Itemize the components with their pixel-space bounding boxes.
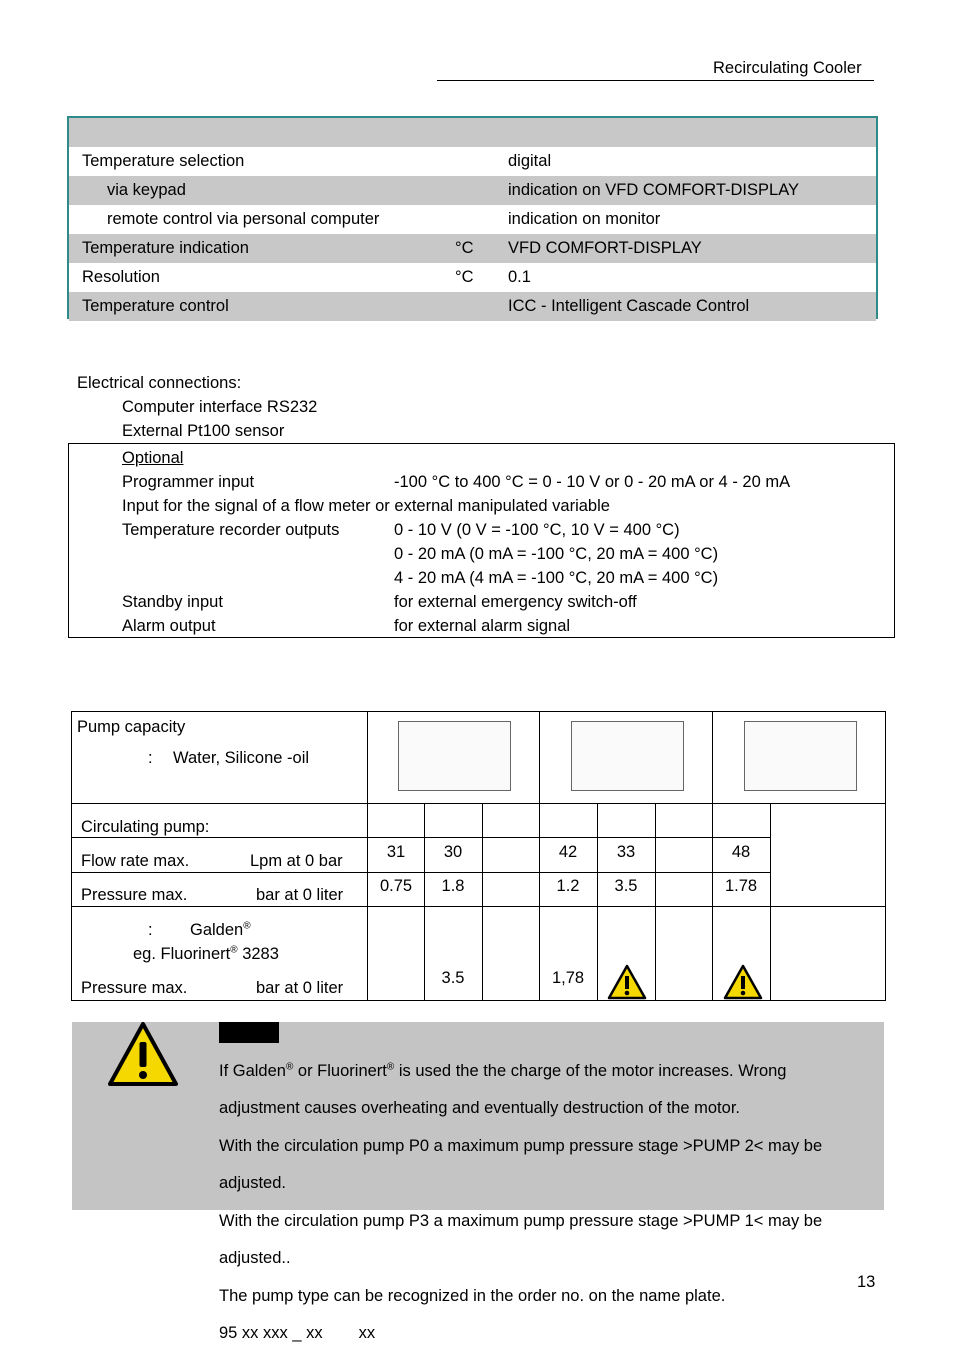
row-value: digital xyxy=(508,152,552,170)
note-text: If Galden® or Fluorinert® is used the the charge of the motor increases. Wrong adjustment causes overheating and eventually destruction of the motor. With the circulation pump P0 a maximum pump pressure stage >PUMP 2< may be adjusted. With the circulation pump P3 a maximum pump pressure stage >PUMP 1< may be adjusted.. The pump type can be recognized in the order no. on the name plate. 95 xx xxx _ xx xx xyxy=(219,1061,823,1342)
programmer-label: Programmer input xyxy=(122,473,255,491)
pressure-value: 3.5 xyxy=(614,877,638,895)
pressure-value: 1.8 xyxy=(441,877,465,895)
row-value: 0.1 xyxy=(508,268,531,286)
electrical-item: External Pt100 sensor xyxy=(122,422,285,440)
pump-image xyxy=(398,721,511,791)
table-rule xyxy=(770,803,771,1001)
galden-value: 1,78 xyxy=(551,969,585,987)
recorder-label: Temperature recorder outputs xyxy=(122,521,340,539)
alarm-label: Alarm output xyxy=(122,617,216,635)
table-row xyxy=(69,205,876,234)
electrical-item: Computer interface RS232 xyxy=(122,398,318,416)
table-rule xyxy=(71,803,886,804)
table-row xyxy=(69,147,876,176)
table-rule xyxy=(482,803,483,1001)
row-unit: °C xyxy=(455,239,474,257)
pressure-value: 0.75 xyxy=(379,877,413,895)
table-rule xyxy=(597,803,598,1001)
row-label: via keypad xyxy=(107,181,186,199)
flow-value: 31 xyxy=(386,843,406,861)
header-title: Recirculating Cooler xyxy=(713,59,862,77)
pressure-unit: bar at 0 liter xyxy=(256,886,344,904)
recorder-value: 4 - 20 mA (4 mA = -100 °C, 20 mA = 400 °C) xyxy=(394,569,719,587)
table-border xyxy=(71,711,72,1001)
electrical-title: Electrical connections: xyxy=(77,374,242,392)
header-rule xyxy=(437,80,874,81)
warning-icon xyxy=(607,964,647,1000)
warning-icon xyxy=(723,964,763,1000)
flow-value: 42 xyxy=(558,843,578,861)
row-label: Temperature control xyxy=(82,297,229,315)
table-row xyxy=(69,292,876,321)
row-label: Temperature selection xyxy=(82,152,245,170)
fluorinert-label: eg. Fluorinert® 3283 xyxy=(133,944,279,963)
medium-water: Water, Silicone -oil xyxy=(173,749,310,767)
flow-unit: Lpm at 0 bar xyxy=(250,852,343,870)
pressure-label: Pressure max. xyxy=(81,886,188,904)
row-value: indication on monitor xyxy=(508,210,661,228)
table-rule xyxy=(655,803,656,1001)
row-label: Temperature indication xyxy=(82,239,249,257)
warning-icon xyxy=(106,1020,180,1088)
row-value: indication on VFD COMFORT-DISPLAY xyxy=(508,181,799,199)
alarm-value: for external alarm signal xyxy=(394,617,571,635)
row-value: VFD COMFORT-DISPLAY xyxy=(508,239,702,257)
optional-title: Optional xyxy=(122,449,184,467)
galden-colon: : xyxy=(148,921,153,939)
pump-capacity-label: Pump capacity xyxy=(77,718,186,736)
standby-label: Standby input xyxy=(122,593,223,611)
table-border xyxy=(71,1000,886,1001)
pump-table xyxy=(71,711,886,1001)
page-number: 13 xyxy=(857,1273,876,1291)
flow-value: 30 xyxy=(443,843,463,861)
recorder-value: 0 - 10 V (0 V = -100 °C, 10 V = 400 °C) xyxy=(394,521,680,539)
galden-label: Galden® xyxy=(190,920,251,939)
pressure2-label: Pressure max. xyxy=(81,979,188,997)
medium-colon: : xyxy=(148,749,153,767)
table-header-band xyxy=(69,118,876,147)
flow-value: 33 xyxy=(616,843,636,861)
pump-image xyxy=(571,721,684,791)
table-row xyxy=(69,234,876,263)
table-rule xyxy=(71,872,770,873)
row-unit: °C xyxy=(455,268,474,286)
row-label: remote control via personal computer xyxy=(107,210,380,228)
row-label: Resolution xyxy=(82,268,160,286)
table-row xyxy=(69,176,876,205)
flow-value: 48 xyxy=(731,843,751,861)
pressure-value: 1.2 xyxy=(556,877,580,895)
galden-value: 3.5 xyxy=(441,969,465,987)
table-border xyxy=(71,711,886,712)
standby-value: for external emergency switch-off xyxy=(394,593,637,611)
circulating-label: Circulating pump: xyxy=(81,818,210,836)
pressure2-unit: bar at 0 liter xyxy=(256,979,344,997)
pump-image xyxy=(744,721,857,791)
table-border xyxy=(885,711,886,1001)
pressure-value: 1.78 xyxy=(724,877,758,895)
temperature-table xyxy=(67,116,878,319)
flow-input-text: Input for the signal of a flow meter or external manipulated variable xyxy=(122,497,610,515)
note-title-bar xyxy=(219,1022,279,1043)
programmer-value: -100 °C to 400 °C = 0 - 10 V or 0 - 20 mA or 4 - 20 mA xyxy=(394,473,791,491)
row-value: ICC - Intelligent Cascade Control xyxy=(508,297,750,315)
table-rule xyxy=(71,906,886,907)
recorder-value: 0 - 20 mA (0 mA = -100 °C, 20 mA = 400 °C) xyxy=(394,545,719,563)
flow-label: Flow rate max. xyxy=(81,852,190,870)
table-row xyxy=(69,263,876,292)
table-rule xyxy=(71,837,770,838)
